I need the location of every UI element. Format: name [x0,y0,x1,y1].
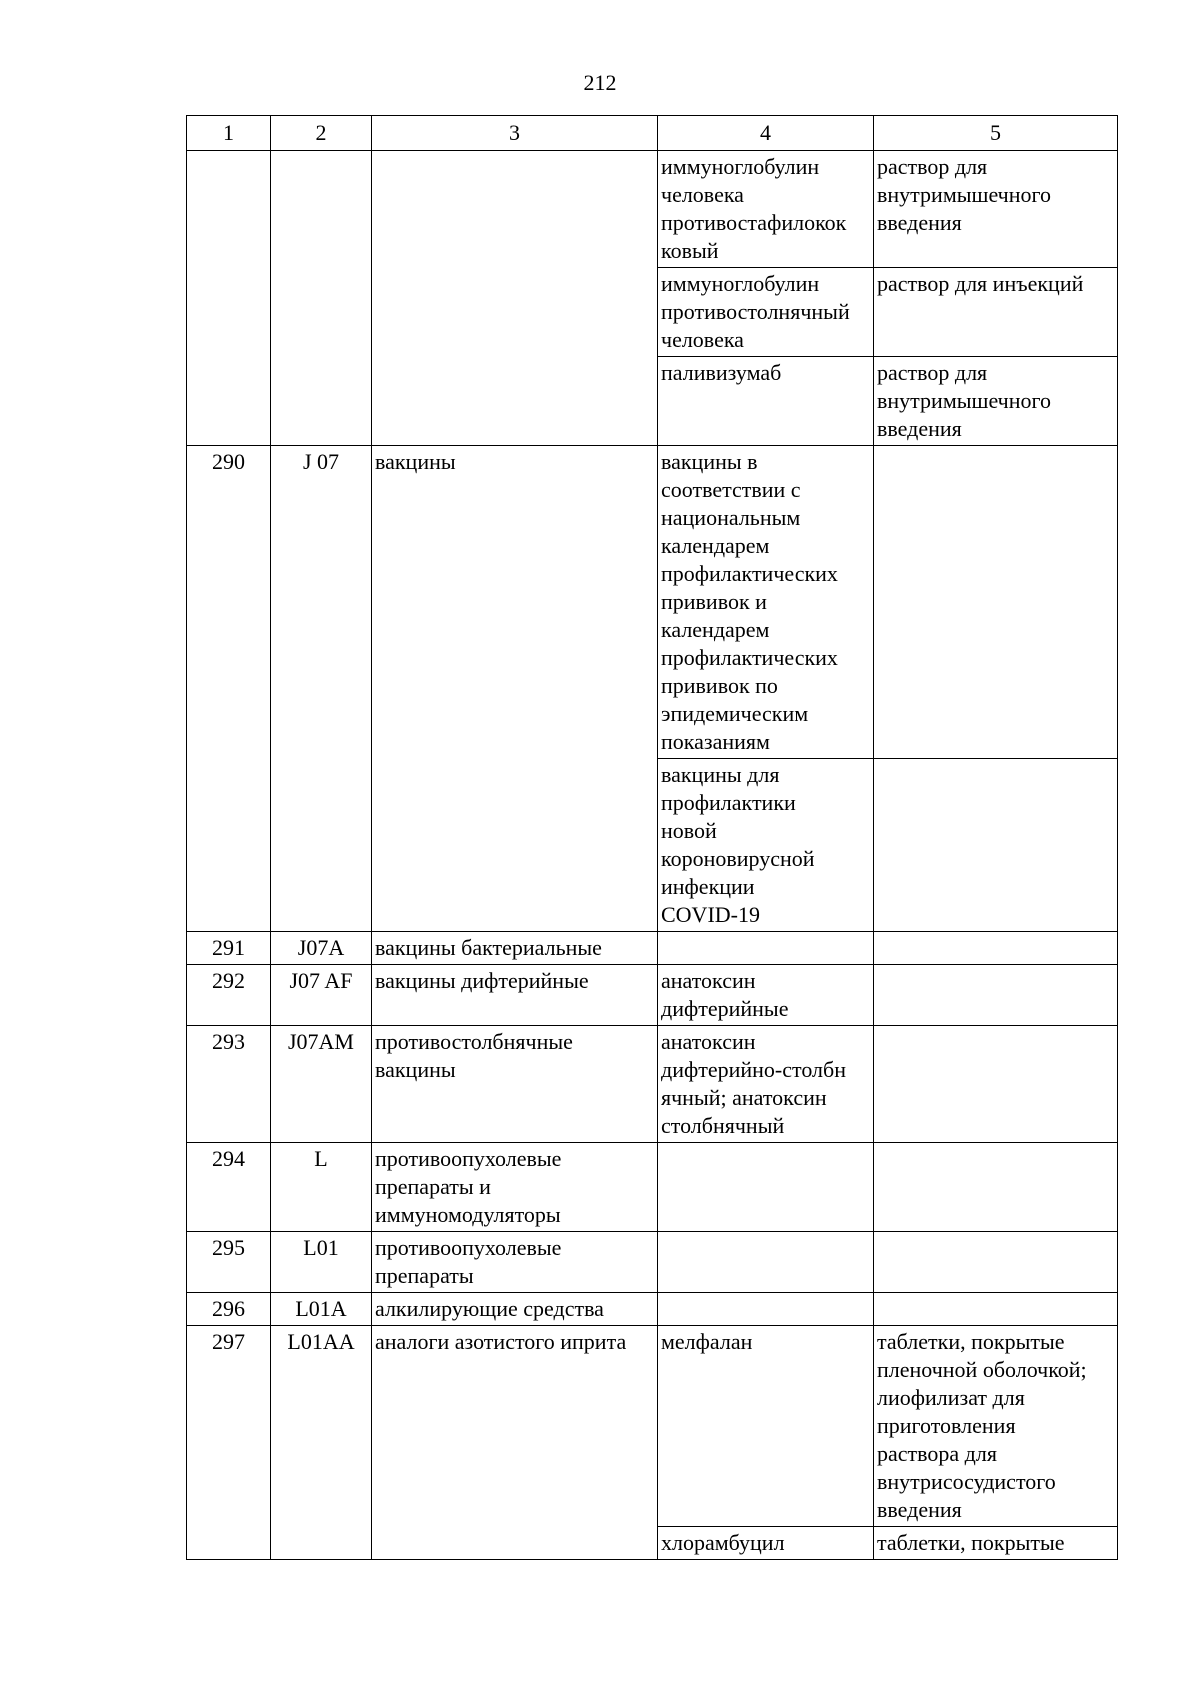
atc-code-cell [271,151,372,446]
table-row [187,932,1118,965]
row-number-cell: 297 [187,1326,271,1560]
dosage-form-cell [874,1026,1118,1143]
table-row [187,1293,1118,1326]
group-cell: противостолбнячные вакцины [372,1026,658,1143]
drug-name-cell [658,1143,874,1232]
dosage-form-cell [874,965,1118,1026]
drug-name-cell: мелфалан [658,1326,874,1527]
row-number-cell [187,151,271,446]
dosage-form-cell [874,759,1118,932]
drug-name-cell: иммуноглобулин противостолнячный человека [658,268,874,357]
column-header-5: 5 [874,116,1118,151]
group-cell: аналоги азотистого иприта [372,1326,658,1560]
table-row [187,1143,1118,1232]
dosage-form-cell [874,1232,1118,1293]
column-header-1: 1 [187,116,271,151]
group-cell: противоопухолевые препараты и иммуномодуляторы [372,1143,658,1232]
dosage-form-cell: раствор для инъекций [874,268,1118,357]
drug-table [186,115,1118,1560]
column-header-4: 4 [658,116,874,151]
row-number-cell: 296 [187,1293,271,1326]
drug-name-cell: анатоксин дифтерийные [658,965,874,1026]
dosage-form-cell [874,446,1118,759]
atc-code-cell: J07A [271,932,372,965]
drug-name-cell [658,1293,874,1326]
group-cell [372,151,658,446]
drug-name-cell [658,932,874,965]
column-header-2: 2 [271,116,372,151]
row-number-cell: 293 [187,1026,271,1143]
dosage-form-cell [874,932,1118,965]
row-number-cell: 294 [187,1143,271,1232]
group-cell: вакцины бактериальные [372,932,658,965]
table-row [187,1232,1118,1293]
table-row [187,965,1118,1026]
page-number: 212 [583,70,617,95]
table-row [187,1026,1118,1143]
drug-name-cell [658,1232,874,1293]
atc-code-cell: J07AM [271,1026,372,1143]
dosage-form-cell [874,1293,1118,1326]
column-header-3: 3 [372,116,658,151]
group-cell: противоопухолевые препараты [372,1232,658,1293]
group-cell: вакцины дифтерийные [372,965,658,1026]
dosage-form-cell: таблетки, покрытые пленочной оболочкой; лиофилизат для приготовления раствора для внутрисосудистого введения [874,1326,1118,1527]
atc-code-cell: L [271,1143,372,1232]
row-number-cell: 291 [187,932,271,965]
group-cell: вакцины [372,446,658,932]
atc-code-cell: L01AA [271,1326,372,1560]
atc-code-cell: L01A [271,1293,372,1326]
row-number-cell: 292 [187,965,271,1026]
table-header-row [187,116,1118,151]
drug-name-cell: хлорамбуцил [658,1527,874,1560]
drug-name-cell: паливизумаб [658,357,874,446]
dosage-form-cell [874,1143,1118,1232]
table-row [187,446,1118,759]
row-number-cell: 295 [187,1232,271,1293]
atc-code-cell: J07 AF [271,965,372,1026]
group-cell: алкилирующие средства [372,1293,658,1326]
table-row [187,1326,1118,1527]
table-row [187,151,1118,268]
atc-code-cell: L01 [271,1232,372,1293]
drug-name-cell: анатоксин дифтерийно-столбн ячный; анатоксин столбнячный [658,1026,874,1143]
drug-name-cell: вакцины для профилактики новой короновирусной инфекции COVID-19 [658,759,874,932]
drug-name-cell: вакцины в соответствии с национальным календарем профилактических прививок и календарем профилактических прививок по эпидемическим показаниям [658,446,874,759]
atc-code-cell: J 07 [271,446,372,932]
dosage-form-cell: таблетки, покрытые [874,1527,1118,1560]
dosage-form-cell: раствор для внутримышечного введения [874,357,1118,446]
row-number-cell: 290 [187,446,271,932]
dosage-form-cell: раствор для внутримышечного введения [874,151,1118,268]
drug-name-cell: иммуноглобулин человека противостафилокок ковый [658,151,874,268]
